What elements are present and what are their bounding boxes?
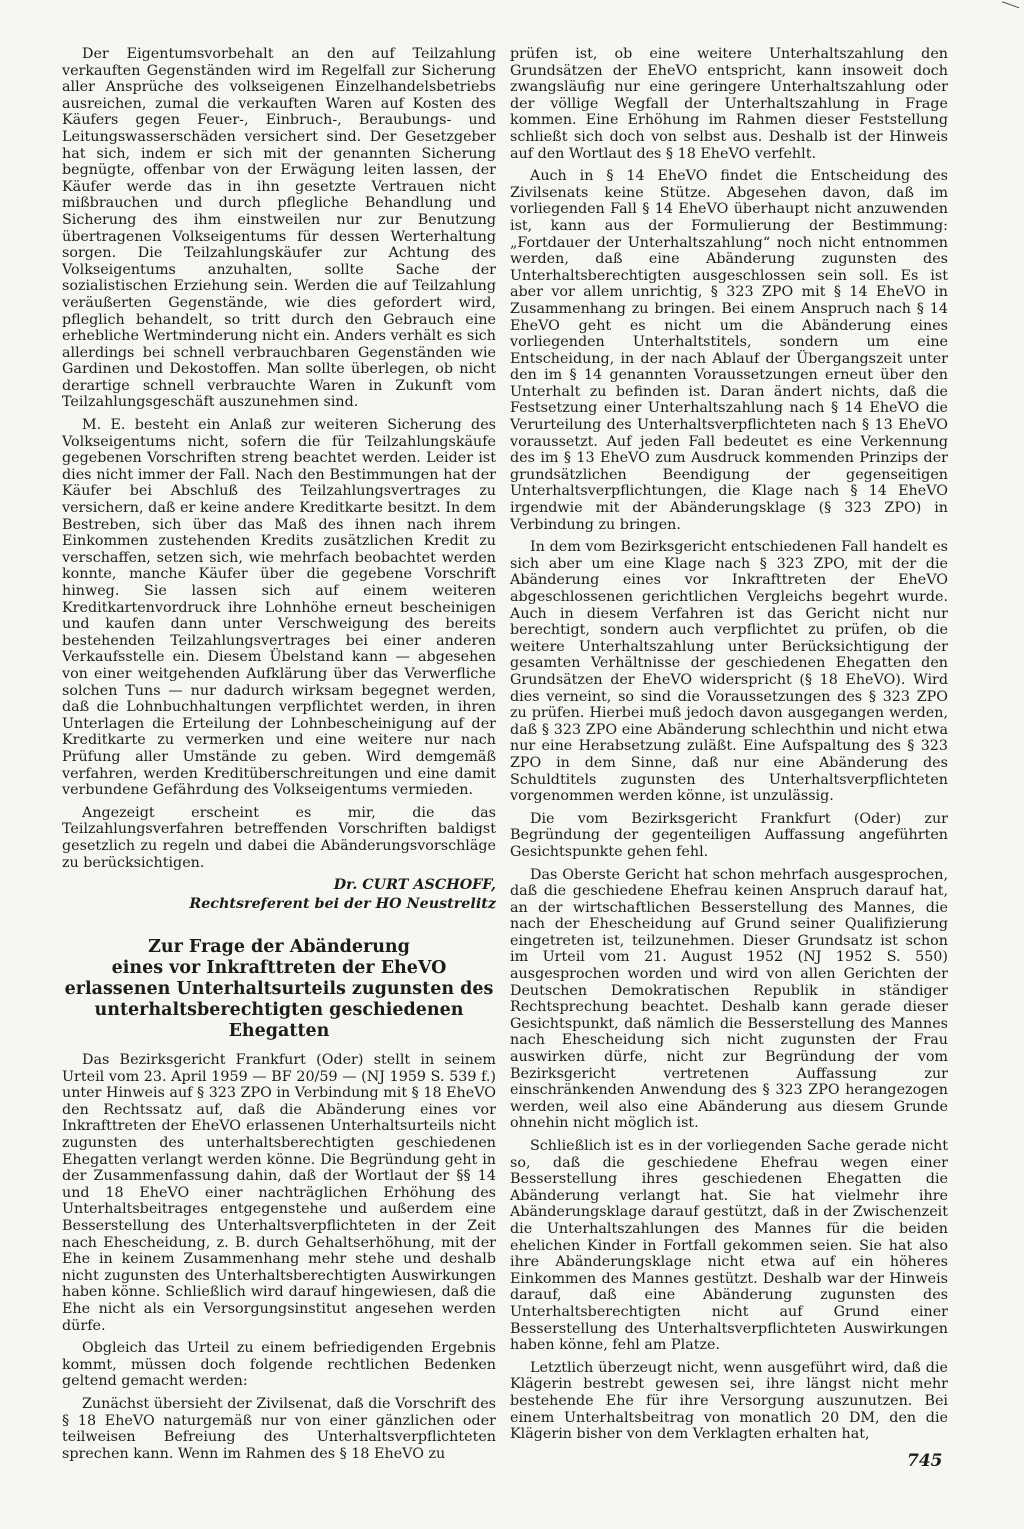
paragraph: Zunächst übersieht der Zivilsenat, daß die Vorschrift des § 18 EheVO naturgemäß nur von einer gänzlichen oder teilweisen Befreiung des Unterhaltsverpflichteten sprechen kann. Wenn im Rahmen des § 18 EheVO zu	[62, 1395, 496, 1462]
paragraph: Angezeigt erscheint es mir, die das Teilzahlungsverfahren betreffenden Vorschriften baldigst gesetzlich zu regeln und dabei die Abänderungsvorschläge zu berücksichtigen.	[62, 804, 496, 871]
paragraph: Obgleich das Urteil zu einem befriedigenden Ergebnis kommt, müssen doch folgende rechtlichen Bedenken geltend gemacht werden:	[62, 1340, 496, 1390]
heading-line: unterhaltsberechtigten geschiedenen Ehegatten	[94, 1000, 464, 1042]
paragraph: Schließlich ist es in der vorliegenden Sache gerade nicht so, daß die geschiedene Ehefrau wegen einer Besserstellung ihres geschiedenen Ehegatten die Abänderung verlangt hat. Sie hat vielmehr ihre Abänderungsklage darauf gestützt, daß in der Zwischenzeit die Unterhaltszahlungen des Mannes für die beiden ehelichen Kinder in Fortfall gekommen seien. Sie hat also ihre Abänderungsklage nicht etwa auf ein höheres Einkommen des Mannes gestützt. Deshalb war der Hinweis darauf, daß eine Abänderung zugunsten des Unterhaltsberechtigten nicht auf Grund einer Besserstellung des Unterhaltsverpflichteten Auswirkungen haben könne, fehl am Platze.	[510, 1138, 948, 1354]
page-edge-mark	[999, 1, 1020, 17]
paragraph: Die vom Bezirksgericht Frankfurt (Oder) zur Begründung der gegenteiligen Auffassung angeführten Gesichtspunkte gehen fehl.	[510, 810, 948, 860]
paragraph: Das Oberste Gericht hat schon mehrfach ausgesprochen, daß die geschiedene Ehefrau keinen Anspruch darauf hat, an der wirtschaftlichen Besserstellung des Mannes, die nach der Ehescheidung auf Grund seiner Qualifizierung eingetreten ist, teilzunehmen. Dieser Grundsatz ist schon im Urteil vom 21. August 1952 (NJ 1952 S. 550) ausgesprochen worden und wird von allen Gerichten der Deutschen Demokratischen Republik in ständiger Rechtsprechung beachtet. Deshalb kann gerade dieser Gesichtspunkt, daß nämlich die Besserstellung des Mannes nach Ehescheidung sich nicht zugunsten der Frau auswirken dürfe, nicht zur Begründung der vom Bezirksgericht vertretenen Auffassung zur einschränkenden Anwendung des § 323 ZPO herangezogen werden, weil also eine Abänderung aus diesem Grunde ohnehin nicht möglich ist.	[510, 866, 948, 1132]
paragraph: Auch in § 14 EheVO findet die Entscheidung des Zivilsenats keine Stütze. Abgesehen davon, daß im vorliegenden Fall § 14 EheVO überhaupt nicht anzuwenden ist, kann aus der Formulierung der Bestimmung: „Fortdauer der Unterhaltszahlung“ noch nicht entnommen werden, daß eine Abänderung zugunsten des Unterhaltsberechtigten ausgeschlossen sein soll. Es ist aber vor allem unrichtig, § 323 ZPO mit § 14 EheVO in Zusammenhang zu bringen. Bei einem Anspruch nach § 14 EheVO geht es nicht um die Abänderung eines vorliegenden Unterhaltstitels, sondern um eine Entscheidung, in der nach Ablauf der Übergangszeit unter den im § 14 genannten Voraussetzungen erneut über den Unterhalt zu befinden ist. Daran ändert nichts, daß die Festsetzung einer Unterhaltszahlung nach § 14 EheVO die Verurteilung des Unterhaltsverpflichteten nach § 13 EheVO voraussetzt. Auf jeden Fall bedeutet es eine Verkennung des im § 13 EheVO zum Ausdruck kommenden Prinzips der grundsätzlichen Beendigung der gegenseitigen Unterhaltsverpflichtungen, die Klage nach § 14 EheVO irgendwie mit der Abänderungsklage (§ 323 ZPO) in Verbindung zu bringen.	[510, 168, 948, 533]
heading-line: eines vor Inkrafttreten der EheVO	[111, 958, 447, 979]
paragraph: Letztlich überzeugt nicht, wenn ausgeführt wird, daß die Klägerin bestrebt gewesen sei, ihre längst nicht mehr bestehende Ehe für ihre Versorgung auszunutzen. Bei einem Unterhaltsbeitrag von monatlich 20 DM, den die Klägerin bisher von dem Verklagten erhalten hat,	[510, 1359, 948, 1443]
author-role: Rechtsreferent bei der HO Neustrelitz	[189, 896, 496, 913]
paragraph: Das Bezirksgericht Frankfurt (Oder) stellt in seinem Urteil vom 23. April 1959 — BF 20/59 — (NJ 1959 S. 539 f.) unter Hinweis auf § 323 ZPO in Verbindung mit § 18 EheVO den Rechtssatz auf, daß die Abänderung eines vor Inkrafttreten der EheVO erlassenen Unterhaltsurteils nicht zugunsten des unterhaltsberechtigten geschiedenen Ehegatten verlangt werden könne. Die Begründung geht in der Zusammenfassung dahin, daß der Wortlaut der §§ 14 und 18 EheVO einer nachträglichen Erhöhung des Unterhaltsbeitrages entgegenstehe und außerdem eine Besserstellung des Unterhaltsverpflichteten in der Zeit nach Ehescheidung, z. B. durch Gehaltserhöhung, mit der Ehe in keinem Zusammenhang mehr stehe und deshalb nicht zugunsten des Unterhaltsberechtigten Auswirkungen haben könne. Schließlich wird darauf hingewiesen, daß die Ehe nicht als ein Versorgungsinstitut angesehen werden dürfe.	[62, 1052, 496, 1334]
paragraph: M. E. besteht ein Anlaß zur weiteren Sicherung des Volkseigentums nicht, sofern die für Teilzahlungskäufe gegebenen Vorschriften streng beachtet werden. Leider ist dies nicht immer der Fall. Nach den Bestimmungen hat der Käufer bei Abschluß des Teilzahlungsvertrages zu versichern, daß er keine andere Kreditkarte besitzt. In dem Bestreben, sich über das Maß des ihnen nach ihrem Einkommen zustehenden Kredits zusätzlichen Kredit zu verschaffen, setzen sich, wie mehrfach beobachtet werden konnte, manche Käufer über die gegebene Vorschrift hinweg. Sie lassen sich auf einem weiteren Kreditkartenvordruck ihre Lohnhöhe erneut bescheinigen und kaufen dann unter Verschweigung des bereits bestehenden Teilzahlungsvertrages bei einer anderen Verkaufsstelle ein. Diesem Übelstand kann — abgesehen von einer weitgehenden Aufklärung über das Verwerfliche solchen Tuns — nur dadurch wirksam begegnet werden, daß die Lohnbuchhaltungen verpflichtet werden, in ihren Unterlagen die Erteilung der Lohnbescheinigung auf der Kreditkarte zu vermerken und eine weitere nur nach Prüfung aller Umstände zu geben. Wird demgemäß verfahren, werden Kreditüberschreitungen und eine damit verbundene Gefährdung des Volkseigentums vermieden.	[62, 417, 496, 799]
heading-line: erlassenen Unterhaltsurteils zugunsten des	[64, 979, 494, 1000]
right-column	[510, 46, 948, 1449]
paragraph: Der Eigentumsvorbehalt an den auf Teilzahlung verkauften Gegenständen wird im Regelfall zur Sicherung aller Ansprüche des volkseigenen Einzelhandelsbetriebs ausreichen, zumal die verkauften Waren auf Kosten des Käufers gegen Feuer-, Einbruch-, Beraubungs- und Leitungswasserschäden versichert sind. Der Gesetzgeber hat sich, indem er sich mit der genannten Sicherung begnügte, offenbar von der Erwägung leiten lassen, der Käufer werde das in ihn gesetzte Vertrauen nicht mißbrauchen und durch pflegliche Behandlung und Sicherung des ihm einstweilen nur zur Benutzung übertragenen Volkseigentums für dessen Werterhaltung sorgen. Die Teilzahlungskäufer zur Achtung des Volkseigentums anzuhalten, sollte Sache der sozialistischen Erziehung sein. Werden die auf Teilzahlung veräußerten Gegenstände, wie dies gefordert wird, pfleglich behandelt, so tritt durch den Gebrauch eine erhebliche Wertminderung nicht ein. Anders verhält es sich allerdings bei schnell verbrauchbaren Gegenständen wie Gardinen und Dekostoffen. Man sollte überlegen, ob nicht derartige schnell verbrauchte Waren in Zukunft vom Teilzahlungsgeschäft auszunehmen sind.	[62, 46, 496, 411]
left-column	[62, 46, 496, 1468]
page-number: 745	[907, 1451, 943, 1471]
paragraph: In dem vom Bezirksgericht entschiedenen Fall handelt es sich aber um eine Klage nach § 323 ZPO, mit der die Abänderung eines vor Inkrafttreten der EheVO abgeschlossenen gerichtlichen Vergleichs begehrt wurde. Auch in diesem Verfahren ist das Gericht nicht nur berechtigt, sondern auch verpflichtet zu prüfen, ob die weitere Unterhaltszahlung unter Berücksichtigung der gesamten Verhältnisse der geschiedenen Ehegatten den Grundsätzen der EheVO widerspricht (§ 18 EheVO). Wird dies verneint, so sind die Voraussetzungen des § 323 ZPO zu prüfen. Hierbei muß jedoch davon ausgegangen werden, daß § 323 ZPO eine Abänderung schlechthin und nicht etwa nur eine Herabsetzung zuläßt. Eine Aufspaltung des § 323 ZPO in dem Sinne, daß nur eine Abänderung des Schuldtitels zugunsten des Unterhaltsverpflichteten vorgenommen werden könne, ist unzulässig.	[510, 539, 948, 805]
author-name: Dr. CURT ASCHOFF,	[333, 877, 496, 894]
article-heading	[62, 937, 496, 1042]
paragraph: prüfen ist, ob eine weitere Unterhaltszahlung den Grundsätzen der EheVO entspricht, kann insoweit doch zwangsläufig nur eine geringere Unterhaltszahlung oder der völlige Wegfall der Unterhaltszahlung in Frage kommen. Eine Erhöhung im Rahmen dieser Feststellung schließt sich doch von selbst aus. Deshalb ist der Hinweis auf den Wortlaut des § 18 EheVO verfehlt.	[510, 46, 948, 162]
heading-line: Zur Frage der Abänderung	[148, 937, 410, 958]
